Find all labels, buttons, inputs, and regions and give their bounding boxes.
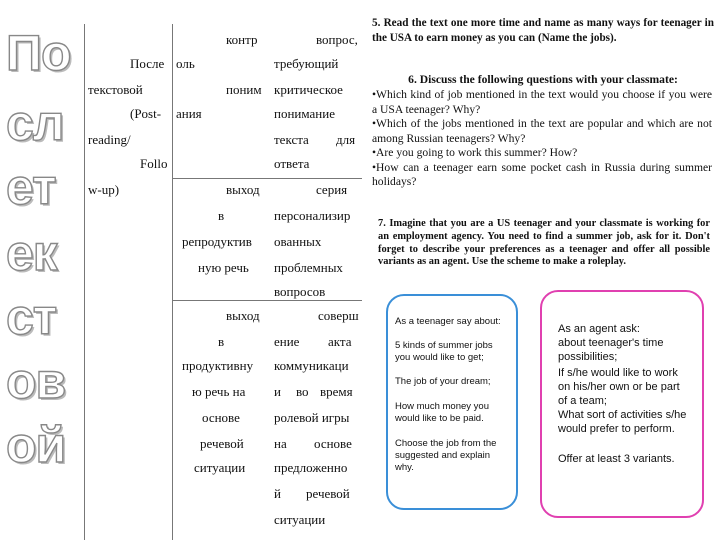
stage-text: w-up) (88, 182, 120, 197)
table-border-mid (172, 24, 173, 540)
teen-line: The job of your dream; (395, 376, 491, 387)
task-text: персонализир (274, 208, 351, 223)
title-char: сл (6, 95, 64, 151)
task-text: во (296, 384, 309, 399)
task-text: ролевой игры (274, 410, 350, 425)
agent-line: Offer at least 3 variants. (558, 453, 675, 465)
task-7: 7. Imagine that you are a US teenager and your classmate is working for an employment agency. You need to find a summer job, ask for it. Don't forget to describe your preferences as a teenager and offer all possible variants as an agent. Use the scheme to make a roleplay. (378, 218, 710, 268)
task-text: коммуникаци (274, 358, 349, 373)
stage-text: После (130, 56, 165, 71)
row-divider (172, 178, 362, 179)
task-text: вопрос, (316, 32, 358, 47)
goal-text: ситуации (194, 460, 246, 475)
table-border-left (84, 24, 85, 540)
task-6-item: •Which kind of job mentioned in the text would you choose if you were a USA teenager? Why? (372, 88, 712, 116)
teen-line: How much money you would like to be paid. (395, 401, 489, 425)
task-text: время (320, 384, 353, 399)
agent-line: As an agent ask: (558, 323, 640, 335)
title-char: По (6, 25, 71, 81)
goal-text: продуктивну (182, 358, 254, 373)
stage-text: текстовой (88, 82, 143, 97)
goal-text: выход (226, 308, 260, 323)
stage-text: reading/ (88, 132, 131, 147)
teen-line: As a teenager say about: (395, 316, 501, 327)
agent-line: What sort of activities s/he would prefer to perform. (558, 409, 687, 435)
stage-text: Follo (140, 156, 168, 171)
teen-line: 5 kinds of summer jobs you would like to get; (395, 340, 493, 364)
task-text: речевой (306, 486, 350, 501)
task-6-item: •Are you going to work this summer? How? (372, 146, 578, 159)
task-text: понимание (274, 106, 335, 121)
task-text: основе (314, 436, 352, 451)
teenager-role-card (386, 294, 518, 510)
task-text: предложенно (274, 460, 348, 475)
task-text: ситуации (274, 512, 326, 527)
task-text: ение (274, 334, 300, 349)
task-text: акта (328, 334, 352, 349)
task-text: соверш (318, 308, 359, 323)
goal-text: выход (226, 182, 260, 197)
agent-line: about teenager's time possibilities; (558, 337, 664, 363)
agent-line: If s/he would like to work on his/her own or be part of a team; (558, 367, 680, 407)
task-text: серия (316, 182, 348, 197)
goal-text: поним (226, 82, 262, 97)
goal-text: в (218, 208, 225, 223)
goal-text: ания (176, 106, 202, 121)
agent-role-card (540, 290, 704, 518)
title-char: ов (6, 353, 66, 409)
task-6-list (372, 88, 712, 190)
goal-text: ю речь на (192, 384, 246, 399)
goal-text: в (218, 334, 225, 349)
task-text: на (274, 436, 287, 451)
title-char: ек (6, 225, 57, 281)
task-text: й (274, 486, 281, 501)
goal-text: ную речь (198, 260, 249, 275)
goal-text: репродуктив (182, 234, 252, 249)
task-6-title: 6. Discuss the following questions with your classmate: (408, 73, 678, 86)
task-text: и (274, 384, 281, 399)
task-6-item: •How can a teenager earn some pocket cash in Russia during summer holidays? (372, 160, 712, 188)
task-6-item: •Which of the jobs mentioned in the text are popular and which are not among Russian teenagers? Why? (372, 117, 712, 145)
task-text: для (336, 132, 356, 147)
task-text: ответа (274, 156, 310, 171)
title-char: ет (6, 159, 56, 215)
title-char: ст (6, 289, 57, 345)
goal-text: оль (176, 56, 195, 71)
task-text: ованных (274, 234, 322, 249)
task-text: текста (274, 132, 309, 147)
stage-text: (Post- (130, 106, 162, 121)
title-char: ой (6, 417, 66, 473)
task-text: вопросов (274, 284, 326, 299)
teen-line: Choose the job from the suggested and explain why. (395, 438, 497, 474)
task-5: 5. Read the text one more time and name as many ways for teenager in the USA to earn money as you can (Name the jobs). (372, 17, 714, 44)
task-text: требующий (274, 56, 339, 71)
goal-text: речевой (200, 436, 244, 451)
row-divider (172, 300, 362, 301)
goal-text: основе (202, 410, 240, 425)
task-text: критическое (274, 82, 343, 97)
goal-text: контр (226, 32, 258, 47)
task-text: проблемных (274, 260, 343, 275)
